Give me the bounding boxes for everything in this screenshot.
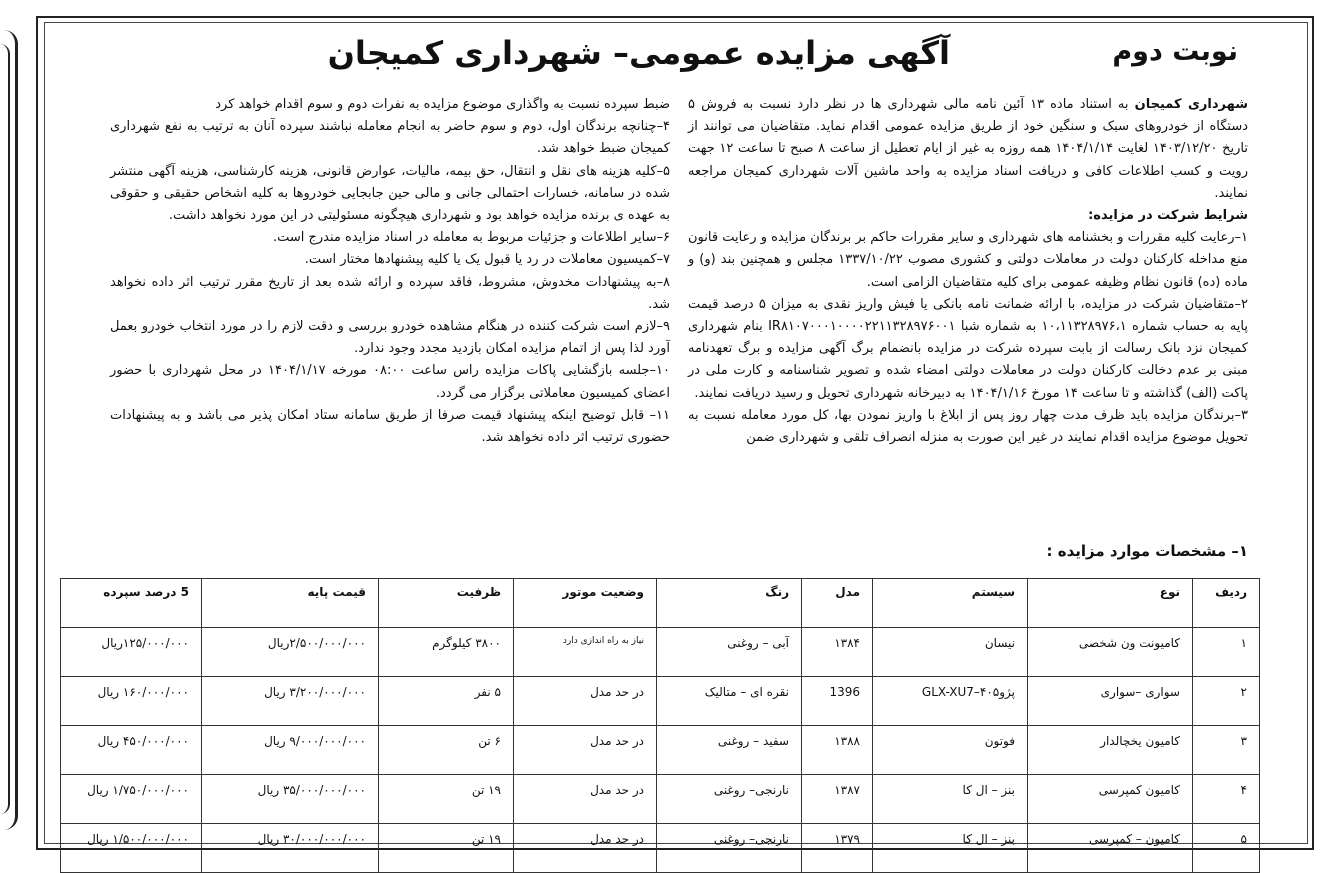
intro-text: به استناد ماده ۱۳ آئین نامه مالی شهرداری ها در نظر دارد نسبت به فروش ۵ دستگاه از خودروهای سبک و سنگین خود از طریق مزایده عمومی اقدام نماید. متقاضیان می توانند از تاریخ ۱۴۰۳/۱۲/۲۰ لغایت ۱۴۰۴/۱/۱۴ همه روزه به غیر از ایام تعطیل از ساعت ۸ صبح تا ساعت ۱۲ جهت رویت و کسب اطلاعات کافی و دریافت اسناد مزایده به واحد ماشین آلات شهرداری کمیجان مراجعه نمایند.	[688, 97, 1248, 201]
table-cell: ۱۹ تن	[379, 775, 514, 824]
header-cell: نوع	[1028, 579, 1193, 628]
table-cell: ۱۳۷۹	[802, 824, 873, 873]
table-row	[61, 677, 1260, 726]
condition-item: ۶–سایر اطلاعات و جزئیات مربوط به معامله در اسناد مزایده مندرج است.	[272, 230, 670, 246]
page-edge-decoration-inner	[0, 44, 10, 814]
table-cell: ۱۳۸۸	[802, 726, 873, 775]
table-header-row	[61, 579, 1260, 628]
table-cell: ۱	[1193, 628, 1260, 677]
table-cell: ۳	[1193, 726, 1260, 775]
items-section-title: ۱– مشخصات موارد مزایده :	[1046, 542, 1248, 560]
table-cell: کامیون کمپرسی	[1028, 775, 1193, 824]
table-cell: ۹/۰۰۰/۰۰۰/۰۰۰ ریال	[202, 726, 379, 775]
table-cell: آبی – روغنی	[657, 628, 802, 677]
condition-item: ۱۰–جلسه بازگشایی پاکات مزایده راس ساعت ۰۸:۰۰ مورخه ۱۴۰۴/۱/۱۷ در محل شهرداری با حضور اعضای کمیسیون معاملاتی برگزار می گردد.	[110, 363, 670, 401]
table-cell: ۱۲۵/۰۰۰/۰۰۰ریال	[61, 628, 202, 677]
table-cell: پژو۴۰۵–GLX-XU7	[873, 677, 1028, 726]
table-cell: کامیون یخچالدار	[1028, 726, 1193, 775]
header-cell: قیمت پایه	[202, 579, 379, 628]
table-cell: نقره ای – متالیک	[657, 677, 802, 726]
right-column	[688, 94, 1248, 449]
table-cell: ۲	[1193, 677, 1260, 726]
table-cell: ۴	[1193, 775, 1260, 824]
intro-lead: شهرداری کمیجان	[1134, 97, 1248, 112]
table-cell: بنز – ال کا	[873, 824, 1028, 873]
round-label: نوبت دوم	[1112, 36, 1238, 67]
table-cell: بنز – ال کا	[873, 775, 1028, 824]
table-cell: نارنجی– روغنی	[657, 775, 802, 824]
table-cell: نیسان	[873, 628, 1028, 677]
table-cell: ۶ تن	[379, 726, 514, 775]
condition-item: ۴–چنانچه برندگان اول، دوم و سوم حاضر به انجام معامله نباشند سپرده آنان به ترتیب به نفع شهرداری کمیجان ضبط خواهد شد.	[110, 119, 670, 157]
table-cell: 1396	[802, 677, 873, 726]
condition-item: ۱–رعایت کلیه مقررات و بخشنامه های شهرداری و سایر مقررات حاکم بر برندگان مزایده و رعایت قانون منع مداخله کارکنان دولت در معاملات دولتی و کشوری مصوب ۱۳۳۷/۱۰/۲۲ مجلس و همچنین بند (و) و ماده (ده) قانون نظام وظیفه عمومی برای کلیه متقاضیان الزامی است.	[688, 230, 1249, 290]
table-cell: ۱۶۰/۰۰۰/۰۰۰ ریال	[61, 677, 202, 726]
table-cell: ۴۵۰/۰۰۰/۰۰۰ ریال	[61, 726, 202, 775]
left-column	[110, 94, 670, 449]
table-cell: سواری –سواری	[1028, 677, 1193, 726]
table-cell: در حد مدل	[514, 726, 657, 775]
table-cell: کامیونت ون شخصی	[1028, 628, 1193, 677]
table-cell: ۳۵/۰۰۰/۰۰۰/۰۰۰ ریال	[202, 775, 379, 824]
header-cell: ردیف	[1193, 579, 1260, 628]
table-row	[61, 726, 1260, 775]
condition-item: ۲–متقاضیان شرکت در مزایده، با ارائه ضمانت نامه بانکی یا فیش واریز نقدی به میزان ۵ درصد قیمت پایه به حساب شماره ۱۰،۱۱۳۲۸۹۷۶،۱ به شماره شبا IR۸۱۰۷۰۰۰۱۰۰۰۰۲۲۱۱۳۲۸۹۷۶۰۰۱ بنام شهرداری کمیجان نزد بانک رسالت از بابت سپرده شرکت در مزایده بانضمام برگ آگهی مزایده و برگ تعهدنامه مبنی بر عدم دخالت کارکنان دولت در معاملات دولتی امضاء شده و تصویر شناسنامه و کارت ملی در پاکت (الف) گذاشته و تا ساعت ۱۴ مورخ ۱۴۰۴/۱/۱۶ به دبیرخانه شهرداری تحویل و رسید دریافت نمایند.	[688, 296, 1248, 401]
table-cell: در حد مدل	[514, 677, 657, 726]
conditions-title: شرایط شرکت در مزایده:	[1088, 208, 1248, 224]
intro-paragraph	[688, 94, 1248, 205]
auction-items-table	[60, 578, 1260, 873]
table-cell: ۱/۵۰۰/۰۰۰/۰۰۰ ریال	[61, 824, 202, 873]
table-cell: ۱۳۸۷	[802, 775, 873, 824]
header-cell: سیستم	[873, 579, 1028, 628]
header-cell: وضعیت موتور	[514, 579, 657, 628]
table-row	[61, 824, 1260, 873]
table-cell: ۳۸۰۰ کیلوگرم	[379, 628, 514, 677]
header-cell: 5 درصد سپرده	[61, 579, 202, 628]
header-cell: رنگ	[657, 579, 802, 628]
header-cell: ظرفیت	[379, 579, 514, 628]
table-cell: نیاز به راه اندازی دارد	[514, 628, 657, 677]
condition-item: ۸–به پیشنهادات مخدوش، مشروط، فاقد سپرده و ارائه شده بعد از تاریخ مقرر ترتیب اثر داده نخواهد شد.	[110, 274, 670, 312]
table-cell: ۵	[1193, 824, 1260, 873]
condition-item: ۷–کمیسیون معاملات در رد یا قبول یک یا کلیه پیشنهادها مختار است.	[304, 252, 670, 268]
condition-item: ۳–برندگان مزایده باید ظرف مدت چهار روز پس از ابلاغ با واریز نمودن بها، کل مورد معامله نسبت به تحویل موضوع مزایده اقدام نمایند در غیر این صورت به منزله انصراف تلقی و شهرداری ضمن	[688, 407, 1248, 446]
table-cell: فوتون	[873, 726, 1028, 775]
table-cell: کامیون – کمپرسی	[1028, 824, 1193, 873]
table-cell: نارنجی– روغنی	[657, 824, 802, 873]
condition-item: ۹–لازم است شرکت کننده در هنگام مشاهده خودرو بررسی و دقت لازم را در مورد انتخاب خودرو بعمل آورد لذا پس از اتمام مزایده امکان بازدید مجدد وجود ندارد.	[110, 319, 670, 357]
table-row	[61, 775, 1260, 824]
condition-item: ۱۱– قابل توضیح اینکه پیشنهاد قیمت صرفا از طریق سامانه ستاد امکان پذیر می باشد و به پیشنهادات حضوری ترتیب اثر داده نخواهد شد.	[110, 407, 670, 446]
table-cell: ۱۹ تن	[379, 824, 514, 873]
table-cell: ۵ نفر	[379, 677, 514, 726]
table-cell: در حد مدل	[514, 824, 657, 873]
condition-item: ۵–کلیه هزینه های نقل و انتقال، حق بیمه، مالیات، عوارض قانونی، هزینه کارشناسی، هزینه آگهی منتشر شده در سامانه، خسارات احتمالی جانی و مالی حین جابجایی خودروها به کلیه اشخاص حقیقی و حقوقی به عهده ی برنده مزایده خواهد بود و شهرداری هیچگونه مسئولیتی در این مورد نخواهد داشت.	[110, 163, 670, 224]
condition-item: ضبط سپرده نسبت به واگذاری موضوع مزایده به نفرات دوم و سوم اقدام خواهد کرد	[215, 97, 670, 112]
table-cell: ۳۰/۰۰۰/۰۰۰/۰۰۰ ریال	[202, 824, 379, 873]
table-cell: ۱۳۸۴	[802, 628, 873, 677]
ad-title: آگهی مزایده عمومی– شهرداری کمیجان	[327, 34, 950, 72]
table-cell: ۲/۵۰۰/۰۰۰/۰۰۰ریال	[202, 628, 379, 677]
table-cell: سفید – روغنی	[657, 726, 802, 775]
table-row	[61, 628, 1260, 677]
table-cell: ۱/۷۵۰/۰۰۰/۰۰۰ ریال	[61, 775, 202, 824]
table-cell: در حد مدل	[514, 775, 657, 824]
table-cell: ۳/۲۰۰/۰۰۰/۰۰۰ ریال	[202, 677, 379, 726]
header-cell: مدل	[802, 579, 873, 628]
